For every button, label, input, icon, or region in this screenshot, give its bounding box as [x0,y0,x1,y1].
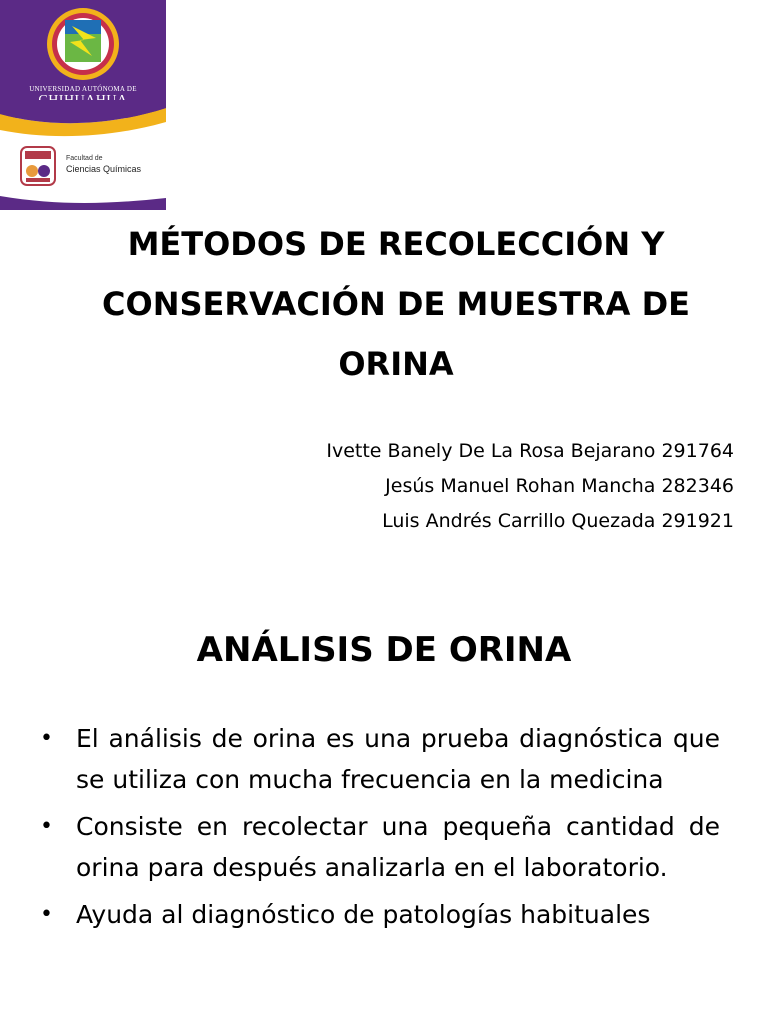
logo-gold-swoosh [0,100,166,148]
bullet-text: Consiste en recolectar una pequeña cantidad de orina para después analizarla en el laboratorio. [76,812,720,882]
presentation-title: MÉTODOS DE RECOLECCIÓN Y CONSERVACIÓN DE MUESTRA DE ORINA [102,225,690,383]
university-name-line1: UNIVERSIDAD AUTÓNOMA DE [29,85,137,93]
bullet-list [40,718,720,941]
author-line: Jesús Manuel Rohan Mancha 282346 [385,475,734,497]
bullet-item [40,806,720,888]
author-line: Luis Andrés Carrillo Quezada 291921 [382,510,734,532]
faculty-name: Ciencias Químicas [66,164,142,174]
section-heading: ANÁLISIS DE ORINA [196,630,572,670]
bullet-icon: • [40,814,53,839]
faculty-prefix: Facultad de [66,155,103,162]
university-logo [0,0,166,210]
bullet-text: Ayuda al diagnóstico de patologías habituales [76,900,651,929]
university-seal-icon [44,6,122,82]
bullet-item [40,718,720,800]
authors-list [214,434,734,539]
logo-purple-swoosh [0,196,166,210]
bullet-text: El análisis de orina es una prueba diagnóstica que se utiliza con mucha frecuencia en la medicina [76,724,720,794]
bullet-icon: • [40,902,53,927]
bullet-item [40,894,720,935]
author-line: Ivette Banely De La Rosa Bejarano 291764 [326,440,734,462]
bullet-icon: • [40,726,53,751]
faculty-emblem-icon [18,145,58,187]
